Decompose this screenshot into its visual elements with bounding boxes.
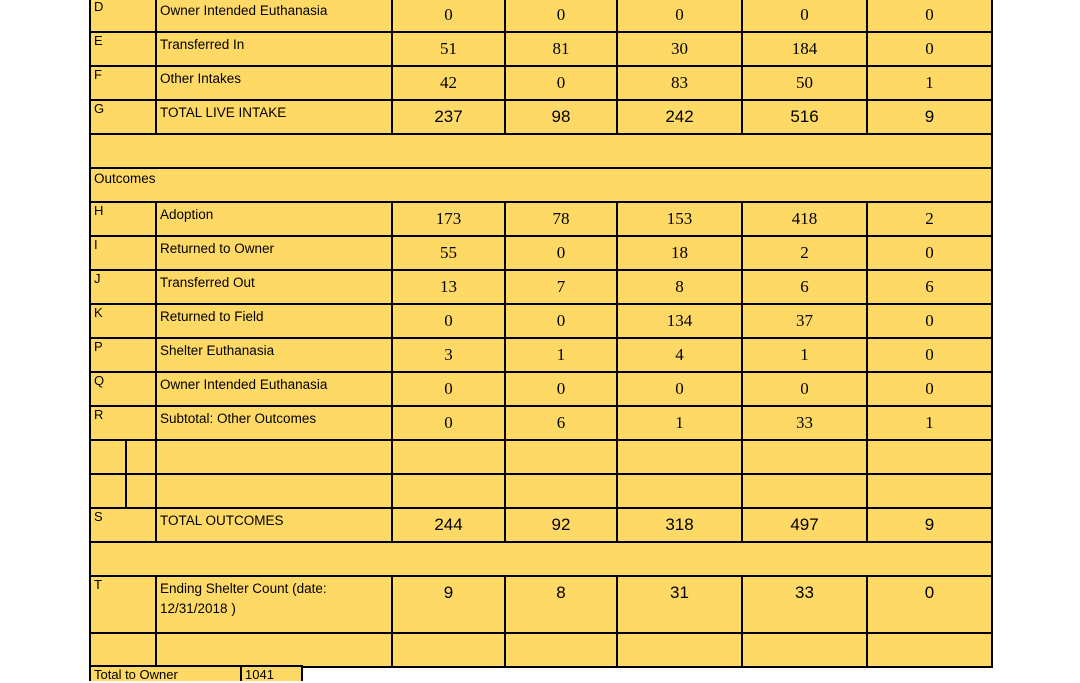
value-cell: 0 <box>505 372 617 406</box>
value-cell: 0 <box>742 0 867 32</box>
spacer-cell <box>90 134 992 168</box>
value-cell: 81 <box>505 32 617 66</box>
table-row <box>90 576 992 633</box>
value-cell: 42 <box>392 66 505 100</box>
value-cell: 13 <box>392 270 505 304</box>
spacer-cell <box>90 542 992 576</box>
value-cell: 4 <box>617 338 742 372</box>
value-cell: 0 <box>505 0 617 32</box>
value-cell: 0 <box>505 304 617 338</box>
value-cell: 0 <box>392 0 505 32</box>
value-cell: 8 <box>505 576 617 633</box>
row-label: Ending Shelter Count (date: 12/31/2018 ) <box>156 576 392 633</box>
row-code: S <box>90 508 156 542</box>
row-code: D <box>90 0 156 32</box>
row-label: Adoption <box>156 202 392 236</box>
value-cell: 173 <box>392 202 505 236</box>
cell-divider <box>125 441 127 473</box>
value-cell: 2 <box>867 202 992 236</box>
value-cell: 0 <box>867 236 992 270</box>
row-label: Transferred In <box>156 32 392 66</box>
table-row <box>90 0 992 32</box>
row-code: H <box>90 202 156 236</box>
row-label: Returned to Field <box>156 304 392 338</box>
value-cell: 2 <box>742 236 867 270</box>
row-code: F <box>90 66 156 100</box>
value-cell: 83 <box>617 66 742 100</box>
table-row <box>90 270 992 304</box>
value-cell: 9 <box>867 508 992 542</box>
row-code: T <box>90 576 156 633</box>
empty-cell <box>392 474 505 508</box>
row-label: Owner Intended Euthanasia <box>156 372 392 406</box>
row-label: Owner Intended Euthanasia <box>156 0 392 32</box>
table-row <box>90 32 992 66</box>
empty-cell <box>742 474 867 508</box>
empty-cell <box>617 633 742 667</box>
empty-cell <box>392 440 505 474</box>
footer-total-row <box>89 665 303 681</box>
value-cell: 9 <box>867 100 992 134</box>
value-cell: 1 <box>505 338 617 372</box>
value-cell: 1 <box>867 406 992 440</box>
empty-cell <box>617 440 742 474</box>
row-code: K <box>90 304 156 338</box>
value-cell: 242 <box>617 100 742 134</box>
empty-cell <box>617 474 742 508</box>
value-cell: 244 <box>392 508 505 542</box>
empty-cell <box>156 474 392 508</box>
value-cell: 0 <box>867 576 992 633</box>
empty-cell <box>867 633 992 667</box>
empty-cell <box>742 440 867 474</box>
value-cell: 0 <box>392 372 505 406</box>
table-row <box>90 372 992 406</box>
value-cell: 6 <box>867 270 992 304</box>
row-code: Q <box>90 372 156 406</box>
row-code: P <box>90 338 156 372</box>
row-code: R <box>90 406 156 440</box>
row-label: Other Intakes <box>156 66 392 100</box>
value-cell: 37 <box>742 304 867 338</box>
value-cell: 0 <box>867 338 992 372</box>
empty-row <box>90 474 992 508</box>
section-heading: Outcomes <box>90 168 992 202</box>
value-cell: 418 <box>742 202 867 236</box>
table-row <box>90 304 992 338</box>
value-cell: 1 <box>742 338 867 372</box>
row-code: E <box>90 32 156 66</box>
empty-cell <box>505 474 617 508</box>
empty-code-cell <box>90 440 156 474</box>
table-row <box>90 406 992 440</box>
value-cell: 98 <box>505 100 617 134</box>
table-row <box>90 202 992 236</box>
value-cell: 6 <box>505 406 617 440</box>
value-cell: 184 <box>742 32 867 66</box>
value-cell: 55 <box>392 236 505 270</box>
value-cell: 0 <box>742 372 867 406</box>
value-cell: 516 <box>742 100 867 134</box>
value-cell: 18 <box>617 236 742 270</box>
value-cell: 6 <box>742 270 867 304</box>
cell-divider <box>125 475 127 507</box>
value-cell: 237 <box>392 100 505 134</box>
value-cell: 0 <box>867 304 992 338</box>
row-code: J <box>90 270 156 304</box>
value-cell: 0 <box>867 32 992 66</box>
spacer-row <box>90 542 992 576</box>
value-cell: 33 <box>742 576 867 633</box>
table-row <box>90 508 992 542</box>
value-cell: 0 <box>505 66 617 100</box>
value-cell: 0 <box>617 0 742 32</box>
value-cell: 51 <box>392 32 505 66</box>
table-row <box>90 236 992 270</box>
empty-code-cell <box>90 474 156 508</box>
value-cell: 78 <box>505 202 617 236</box>
value-cell: 134 <box>617 304 742 338</box>
row-label: Shelter Euthanasia <box>156 338 392 372</box>
empty-cell <box>392 633 505 667</box>
value-cell: 497 <box>742 508 867 542</box>
value-cell: 7 <box>505 270 617 304</box>
empty-row <box>90 633 992 667</box>
value-cell: 0 <box>392 304 505 338</box>
row-label: TOTAL LIVE INTAKE <box>156 100 392 134</box>
empty-cell <box>156 633 392 667</box>
value-cell: 92 <box>505 508 617 542</box>
table-row <box>90 338 992 372</box>
empty-cell <box>156 440 392 474</box>
empty-cell <box>867 474 992 508</box>
value-cell: 1 <box>617 406 742 440</box>
value-cell: 0 <box>617 372 742 406</box>
value-cell: 0 <box>392 406 505 440</box>
table-row <box>90 100 992 134</box>
row-label: TOTAL OUTCOMES <box>156 508 392 542</box>
empty-cell <box>742 633 867 667</box>
table-row <box>90 66 992 100</box>
value-cell: 50 <box>742 66 867 100</box>
empty-row <box>90 440 992 474</box>
value-cell: 0 <box>505 236 617 270</box>
footer-value: 1041 <box>245 667 274 682</box>
value-cell: 30 <box>617 32 742 66</box>
value-cell: 3 <box>392 338 505 372</box>
value-cell: 8 <box>617 270 742 304</box>
empty-cell <box>867 440 992 474</box>
shelter-statistics-table <box>89 0 993 668</box>
value-cell: 0 <box>867 0 992 32</box>
footer-label: Total to Owner <box>91 667 242 681</box>
empty-cell <box>505 633 617 667</box>
value-cell: 0 <box>867 372 992 406</box>
value-cell: 153 <box>617 202 742 236</box>
value-cell: 318 <box>617 508 742 542</box>
row-code: I <box>90 236 156 270</box>
row-label: Returned to Owner <box>156 236 392 270</box>
row-label: Transferred Out <box>156 270 392 304</box>
value-cell: 1 <box>867 66 992 100</box>
value-cell: 9 <box>392 576 505 633</box>
value-cell: 33 <box>742 406 867 440</box>
empty-cell <box>90 633 156 667</box>
value-cell: 31 <box>617 576 742 633</box>
spacer-row <box>90 168 992 202</box>
row-code: G <box>90 100 156 134</box>
empty-cell <box>505 440 617 474</box>
row-label: Subtotal: Other Outcomes <box>156 406 392 440</box>
spacer-row <box>90 134 992 168</box>
